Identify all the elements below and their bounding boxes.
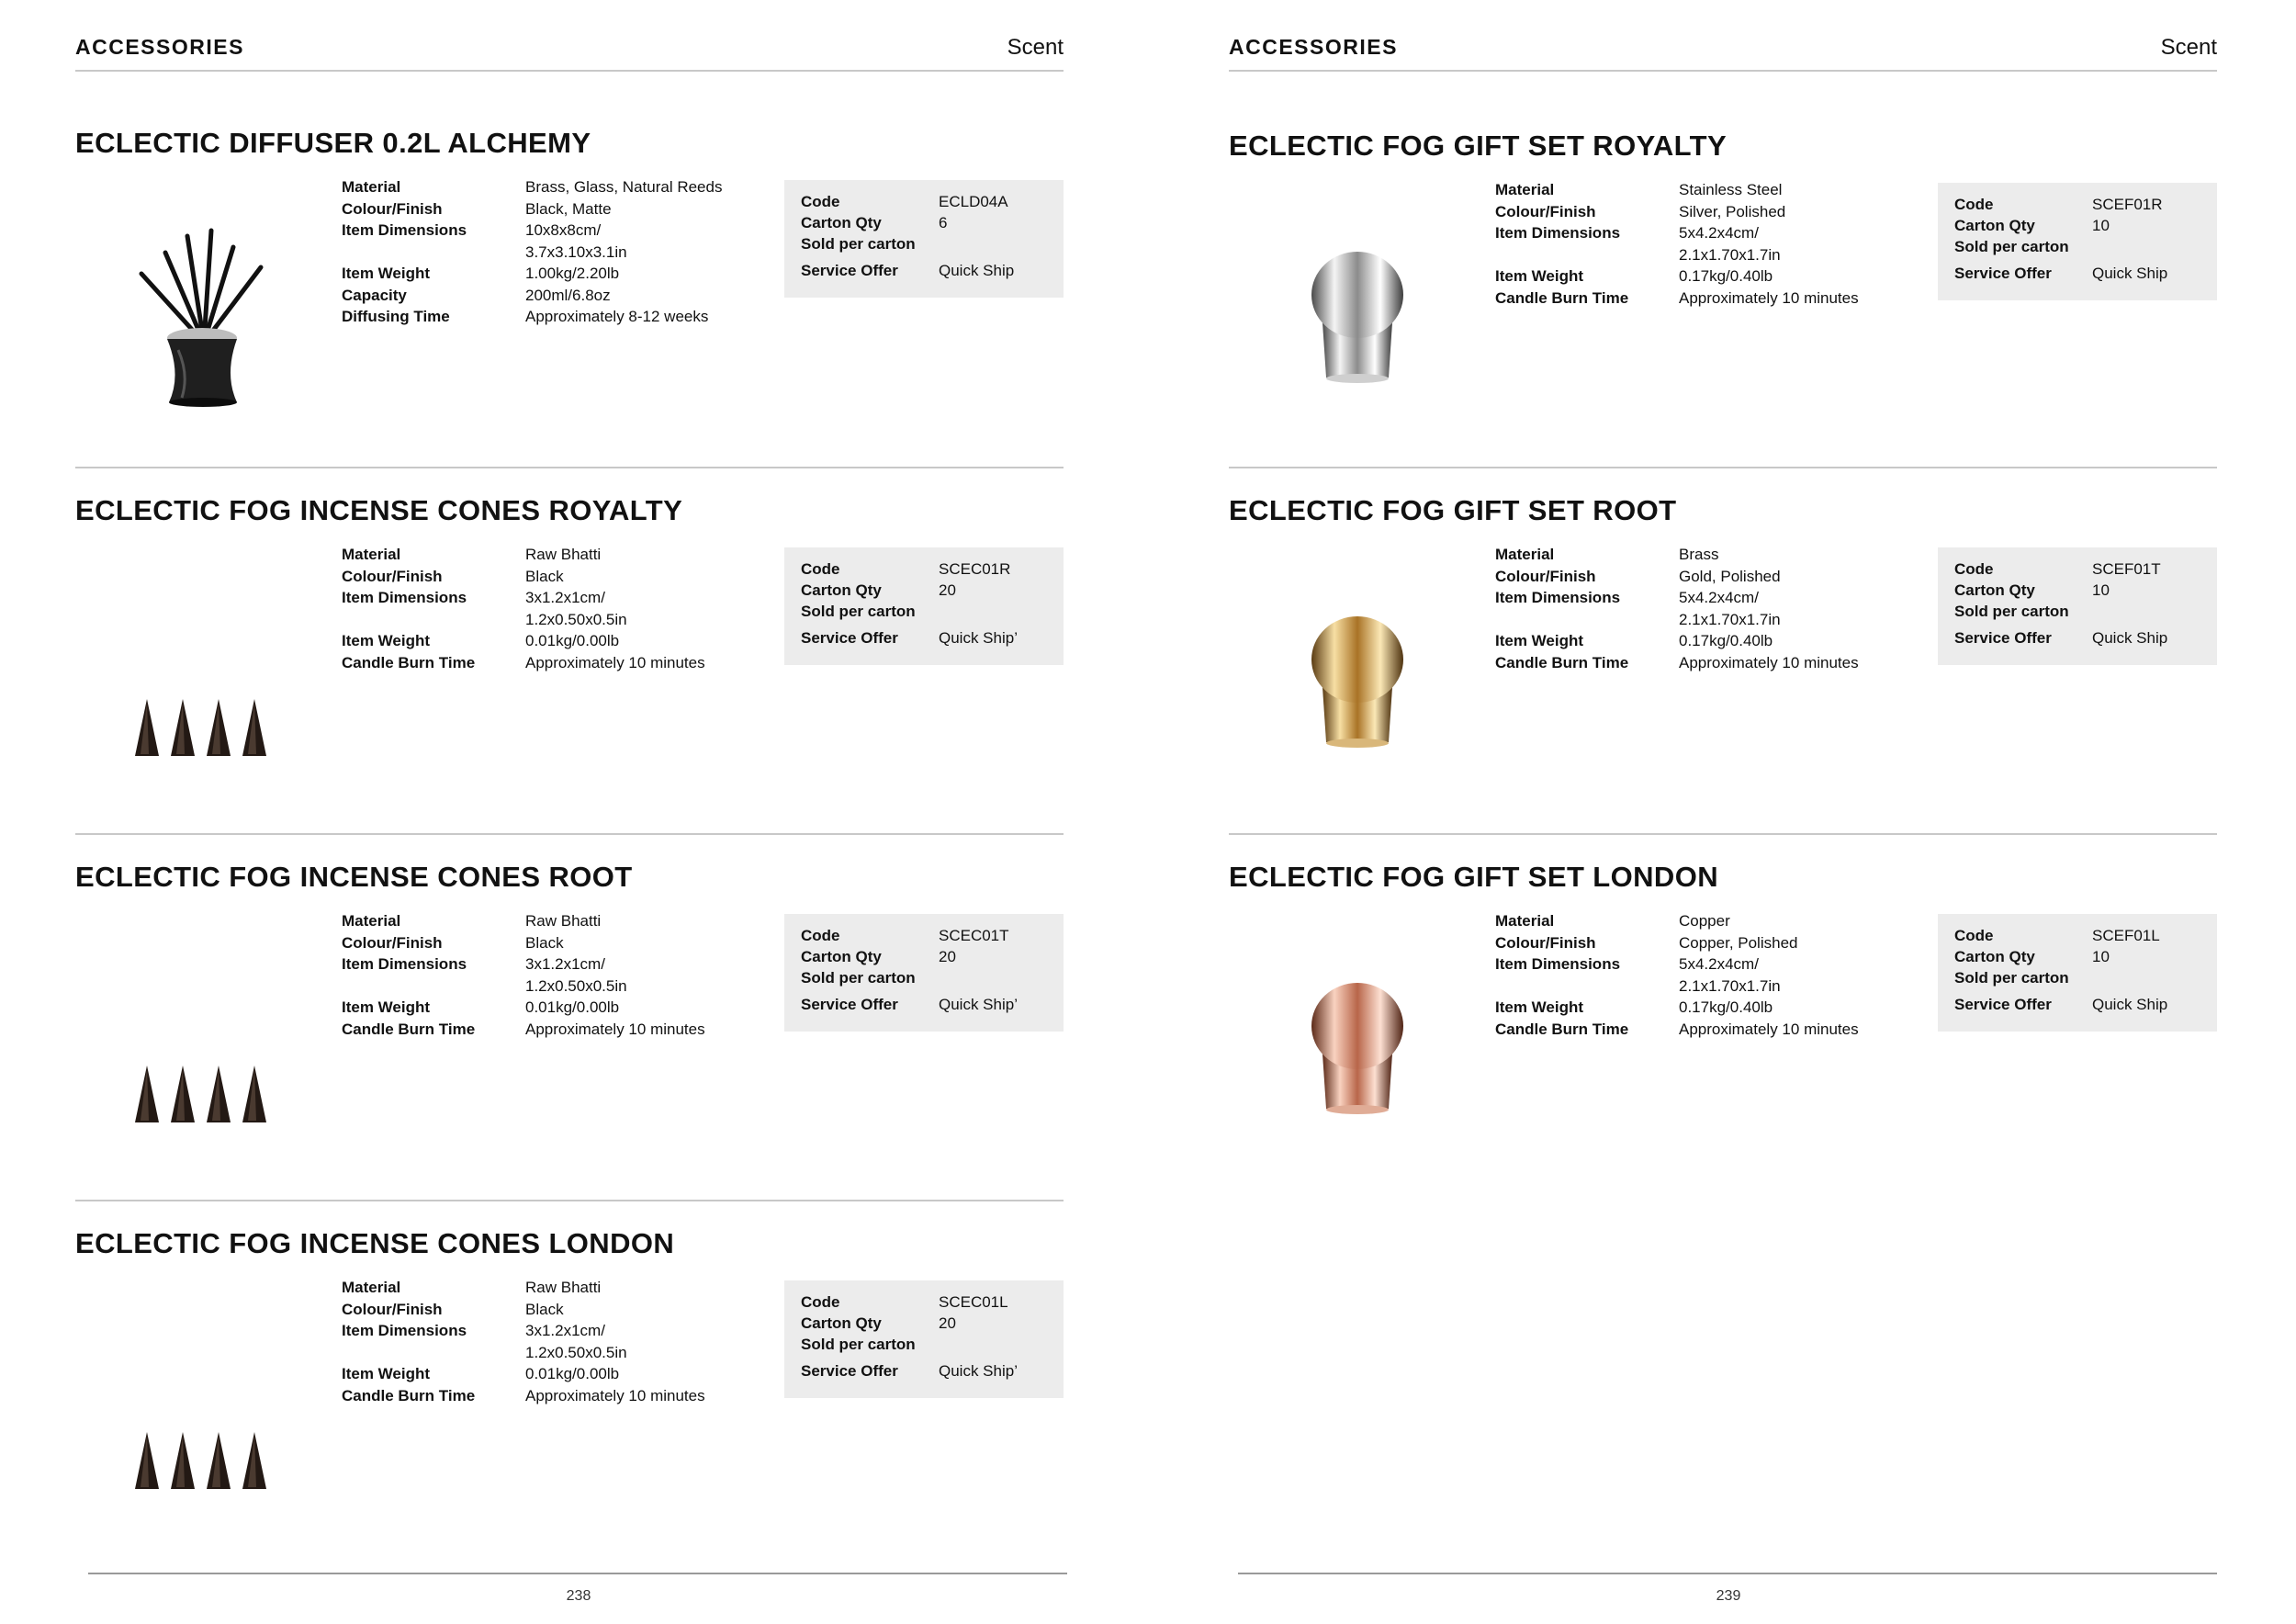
product-info-box xyxy=(1938,547,2217,665)
carton-qty-label: Carton Qty xyxy=(801,581,882,599)
spec-row: Item Weight 0.01kg/0.00lb xyxy=(342,1365,620,1382)
section-divider xyxy=(75,1200,1064,1201)
spec-list xyxy=(342,176,773,328)
spec-list xyxy=(1495,179,1927,309)
product-info-box xyxy=(1938,914,2217,1032)
spec-row: 1.2x0.50x0.5in xyxy=(525,976,627,995)
product-title: ECLECTIC FOG GIFT SET ROOT xyxy=(1229,494,1677,526)
product-title: ECLECTIC FOG GIFT SET ROYALTY xyxy=(1229,130,1728,162)
carton-qty: 10 xyxy=(2092,217,2110,234)
spec-row: Item Weight 0.17kg/0.40lb xyxy=(1495,998,1773,1016)
spec-list xyxy=(342,544,773,673)
spec-row: Item Dimensions 10x8x8cm/ xyxy=(342,221,602,239)
product-title: ECLECTIC DIFFUSER 0.2L ALCHEMY xyxy=(75,127,591,159)
reed-diffuser-image xyxy=(112,177,296,398)
spec-row: Candle Burn Time Approximately 10 minutes xyxy=(342,1020,705,1038)
product-title: ECLECTIC FOG GIFT SET LONDON xyxy=(1229,861,1719,893)
silver-fog-holder-image xyxy=(1266,180,1449,400)
spec-row: Item Weight 0.17kg/0.40lb xyxy=(1495,267,1773,285)
spec-row: Material Brass xyxy=(1495,546,1719,563)
spec-row: Item Dimensions 3x1.2x1cm/ xyxy=(342,1322,605,1339)
service-offer: Quick Ship xyxy=(2092,996,2168,1013)
service-offer-label: Service Offer xyxy=(801,1362,898,1380)
code-label: Code xyxy=(801,560,840,578)
carton-qty: 20 xyxy=(939,948,956,965)
carton-qty-label: Carton Qty xyxy=(1954,581,2035,599)
service-offer: Quick Ship’ xyxy=(939,629,1018,647)
page-header xyxy=(1229,35,2217,72)
sold-per-carton-label: Sold per carton xyxy=(1954,969,2069,987)
carton-qty: 20 xyxy=(939,1314,956,1332)
product-title: ECLECTIC FOG INCENSE CONES LONDON xyxy=(75,1227,675,1259)
code-label: Code xyxy=(801,927,840,944)
incense-cones-image xyxy=(112,1278,296,1498)
spec-row: Item Dimensions 3x1.2x1cm/ xyxy=(342,589,605,606)
spec-row: Colour/Finish Black xyxy=(342,1300,564,1318)
header-section: Scent xyxy=(1007,35,1064,60)
spec-row: Item Dimensions 5x4.2x4cm/ xyxy=(1495,955,1759,973)
header-category: ACCESSORIES xyxy=(75,35,244,59)
carton-qty-label: Carton Qty xyxy=(1954,948,2035,965)
spec-row: Capacity 200ml/6.8oz xyxy=(342,286,611,304)
product-code: SCEC01T xyxy=(939,927,1009,944)
section-divider xyxy=(75,467,1064,468)
spec-row: Item Weight 0.01kg/0.00lb xyxy=(342,998,620,1016)
product-info-box xyxy=(784,547,1064,665)
footer-rule xyxy=(1238,1573,2217,1574)
product-title: ECLECTIC FOG INCENSE CONES ROOT xyxy=(75,861,633,893)
spec-row: Item Weight 1.00kg/2.20lb xyxy=(342,265,620,282)
service-offer-label: Service Offer xyxy=(1954,629,2052,647)
spec-row: Material Raw Bhatti xyxy=(342,546,602,563)
spec-row: Item Dimensions 5x4.2x4cm/ xyxy=(1495,224,1759,242)
incense-cones-image xyxy=(112,911,296,1132)
product-code: SCEF01T xyxy=(2092,560,2161,578)
product-code: SCEF01L xyxy=(2092,927,2160,944)
page-number: 239 xyxy=(1716,1588,1741,1604)
spec-row: Diffusing Time Approximately 8-12 weeks xyxy=(342,308,709,325)
section-divider xyxy=(1229,467,2217,468)
service-offer: Quick Ship xyxy=(939,262,1015,279)
carton-qty: 20 xyxy=(939,581,956,599)
carton-qty-label: Carton Qty xyxy=(1954,217,2035,234)
carton-qty: 10 xyxy=(2092,948,2110,965)
spec-row: Material Stainless Steel xyxy=(1495,181,1783,198)
page-header xyxy=(75,35,1064,72)
service-offer: Quick Ship’ xyxy=(939,1362,1018,1380)
product-block xyxy=(1229,130,2217,433)
spec-row: Colour/Finish Gold, Polished xyxy=(1495,567,1781,585)
spec-row: Material Brass, Glass, Natural Reeds xyxy=(342,178,723,196)
service-offer-label: Service Offer xyxy=(801,629,898,647)
spec-row: Material Raw Bhatti xyxy=(342,912,602,930)
spec-list xyxy=(342,910,773,1040)
spec-row: 3.7x3.10x3.1in xyxy=(525,242,627,261)
spec-row: Candle Burn Time Approximately 10 minutes xyxy=(342,653,705,671)
spec-row: Colour/Finish Black xyxy=(342,567,564,585)
spec-list xyxy=(342,1277,773,1406)
spec-row: 2.1x1.70x1.7in xyxy=(1679,976,1781,995)
footer-rule xyxy=(88,1573,1067,1574)
product-info-box xyxy=(784,1280,1064,1398)
product-block xyxy=(75,1227,1064,1530)
copper-fog-holder-image xyxy=(1266,911,1449,1132)
incense-cones-image xyxy=(112,545,296,765)
spec-row: Material Copper xyxy=(1495,912,1730,930)
carton-qty-label: Carton Qty xyxy=(801,948,882,965)
carton-qty: 10 xyxy=(2092,581,2110,599)
product-code: ECLD04A xyxy=(939,193,1008,210)
code-label: Code xyxy=(801,1293,840,1311)
spec-row: Colour/Finish Silver, Polished xyxy=(1495,202,1786,220)
spec-row: 2.1x1.70x1.7in xyxy=(1679,245,1781,264)
sold-per-carton-label: Sold per carton xyxy=(1954,603,2069,620)
code-label: Code xyxy=(1954,927,1994,944)
product-info-box xyxy=(784,180,1064,298)
sold-per-carton-label: Sold per carton xyxy=(1954,238,2069,255)
product-code: SCEF01R xyxy=(2092,196,2163,213)
spec-row: Candle Burn Time Approximately 10 minutes xyxy=(1495,653,1859,671)
spec-row: Item Weight 0.01kg/0.00lb xyxy=(342,632,620,649)
product-block xyxy=(1229,861,2217,1164)
spec-row: Colour/Finish Black, Matte xyxy=(342,199,612,218)
header-category: ACCESSORIES xyxy=(1229,35,1398,59)
page-number: 238 xyxy=(566,1588,591,1604)
spec-list xyxy=(1495,544,1927,673)
spec-row: Colour/Finish Black xyxy=(342,933,564,952)
service-offer: Quick Ship xyxy=(2092,629,2168,647)
spec-row: 2.1x1.70x1.7in xyxy=(1679,610,1781,628)
spec-row: Item Dimensions 5x4.2x4cm/ xyxy=(1495,589,1759,606)
code-label: Code xyxy=(1954,196,1994,213)
spec-list xyxy=(1495,910,1927,1040)
spec-row: Candle Burn Time Approximately 10 minutes xyxy=(1495,288,1859,307)
spec-row: Colour/Finish Copper, Polished xyxy=(1495,933,1798,952)
sold-per-carton-label: Sold per carton xyxy=(801,969,916,987)
service-offer-label: Service Offer xyxy=(1954,996,2052,1013)
sold-per-carton-label: Sold per carton xyxy=(801,603,916,620)
sold-per-carton-label: Sold per carton xyxy=(801,1336,916,1353)
service-offer-label: Service Offer xyxy=(801,996,898,1013)
product-title: ECLECTIC FOG INCENSE CONES ROYALTY xyxy=(75,494,683,526)
spec-row: Item Weight 0.17kg/0.40lb xyxy=(1495,632,1773,649)
product-block xyxy=(1229,494,2217,797)
carton-qty-label: Carton Qty xyxy=(801,214,882,231)
spec-row: Material Raw Bhatti xyxy=(342,1279,602,1296)
service-offer: Quick Ship’ xyxy=(939,996,1018,1013)
product-info-box xyxy=(784,914,1064,1032)
gold-fog-holder-image xyxy=(1266,545,1449,765)
section-divider xyxy=(75,833,1064,835)
carton-qty-label: Carton Qty xyxy=(801,1314,882,1332)
sold-per-carton-label: Sold per carton xyxy=(801,235,916,253)
spec-row: Candle Burn Time Approximately 10 minutes xyxy=(342,1386,705,1404)
product-block xyxy=(75,861,1064,1164)
spec-row: 1.2x0.50x0.5in xyxy=(525,610,627,628)
section-divider xyxy=(1229,833,2217,835)
product-block xyxy=(75,127,1064,430)
right-page xyxy=(1148,0,2296,1624)
product-code: SCEC01R xyxy=(939,560,1011,578)
spec-row: Item Dimensions 3x1.2x1cm/ xyxy=(342,955,605,973)
service-offer-label: Service Offer xyxy=(1954,265,2052,282)
spec-row: 1.2x0.50x0.5in xyxy=(525,1343,627,1361)
product-info-box xyxy=(1938,183,2217,300)
code-label: Code xyxy=(801,193,840,210)
product-code: SCEC01L xyxy=(939,1293,1008,1311)
header-section: Scent xyxy=(2160,35,2217,60)
service-offer-label: Service Offer xyxy=(801,262,898,279)
carton-qty: 6 xyxy=(939,214,948,231)
spec-row: Candle Burn Time Approximately 10 minutes xyxy=(1495,1020,1859,1038)
product-block xyxy=(75,494,1064,797)
service-offer: Quick Ship xyxy=(2092,265,2168,282)
code-label: Code xyxy=(1954,560,1994,578)
